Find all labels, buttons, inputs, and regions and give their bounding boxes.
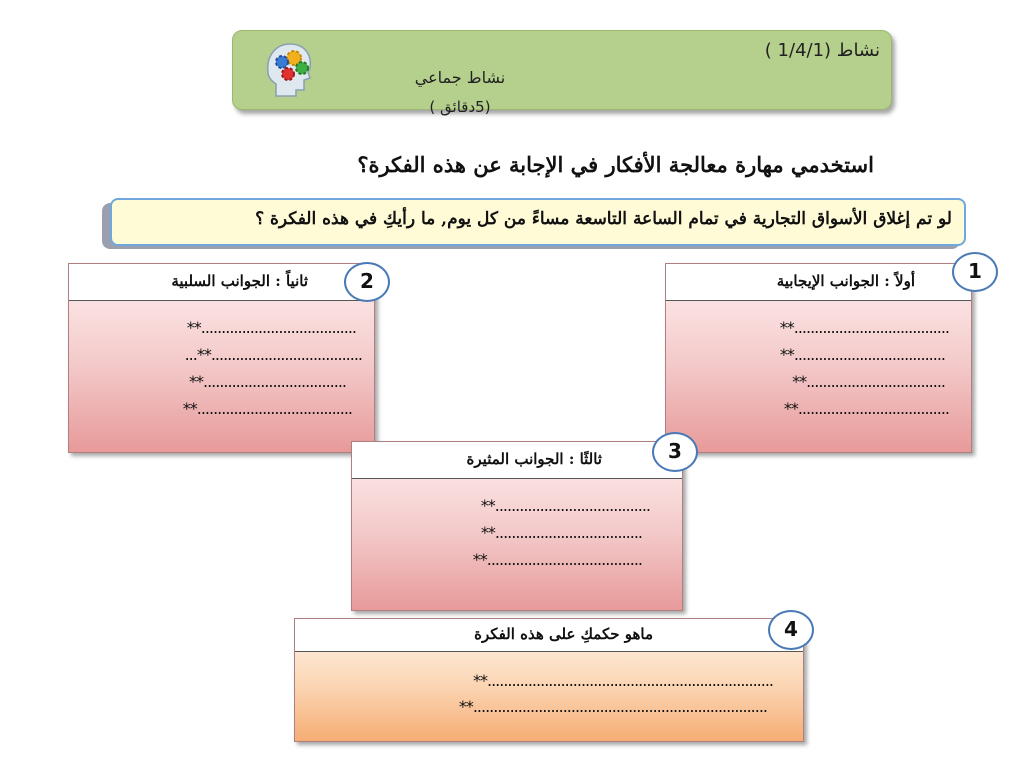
card-title: ثانياً : الجوانب السلبية (171, 272, 308, 290)
card-header (666, 264, 971, 301)
answer-line[interactable]: **...................................................................... (472, 671, 773, 690)
answer-line[interactable]: **................................... (188, 372, 346, 391)
card-header (69, 264, 374, 301)
answer-line[interactable]: **..................................... (779, 345, 945, 364)
card-title: ثالثًا : الجوانب المثيرة (466, 450, 602, 468)
number-badge-1: 1 (952, 252, 998, 292)
answer-line[interactable]: ...**..................................... (184, 345, 362, 364)
answer-line[interactable]: **...................................... (480, 496, 650, 515)
card-negatives (68, 263, 375, 453)
card-judgement (294, 618, 804, 742)
prompt-text: لو تم إغلاق الأسواق التجارية في تمام الساعة التاسعة مساءً من كل يوم, ما رأيكِ في هذه الفكرة ؟ (255, 209, 952, 229)
number-badge-3: 3 (652, 432, 698, 472)
main-question: استخدمي مهارة معالجة الأفكار في الإجابة عن هذه الفكرة؟ (357, 152, 874, 177)
card-header (352, 442, 682, 479)
card-header (295, 619, 803, 652)
answer-line[interactable]: **.................................. (792, 372, 945, 391)
answer-line[interactable]: **...................................... (186, 318, 356, 337)
head-gears-icon (262, 38, 318, 98)
answer-line[interactable]: **........................................................................ (458, 697, 767, 716)
activity-type: نشاط جماعي (414, 68, 506, 87)
answer-line[interactable]: **...................................... (472, 550, 642, 569)
card-positives (665, 263, 972, 453)
activity-title: نشاط (1/4/1 ) (764, 40, 880, 61)
answer-line[interactable]: **.................................... (480, 523, 642, 542)
activity-duration: (5دقائق ) (429, 98, 491, 116)
card-interesting (351, 441, 683, 611)
answer-line[interactable]: **..................................... (783, 399, 949, 418)
answer-line[interactable]: **...................................... (779, 318, 949, 337)
card-title: ماهو حكمكِ على هذه الفكرة (474, 625, 653, 643)
number-badge-4: 4 (768, 610, 814, 650)
card-title: أولاً : الجوانب الإيجابية (776, 272, 915, 290)
number-badge-2: 2 (344, 262, 390, 302)
answer-line[interactable]: **...................................... (182, 399, 352, 418)
